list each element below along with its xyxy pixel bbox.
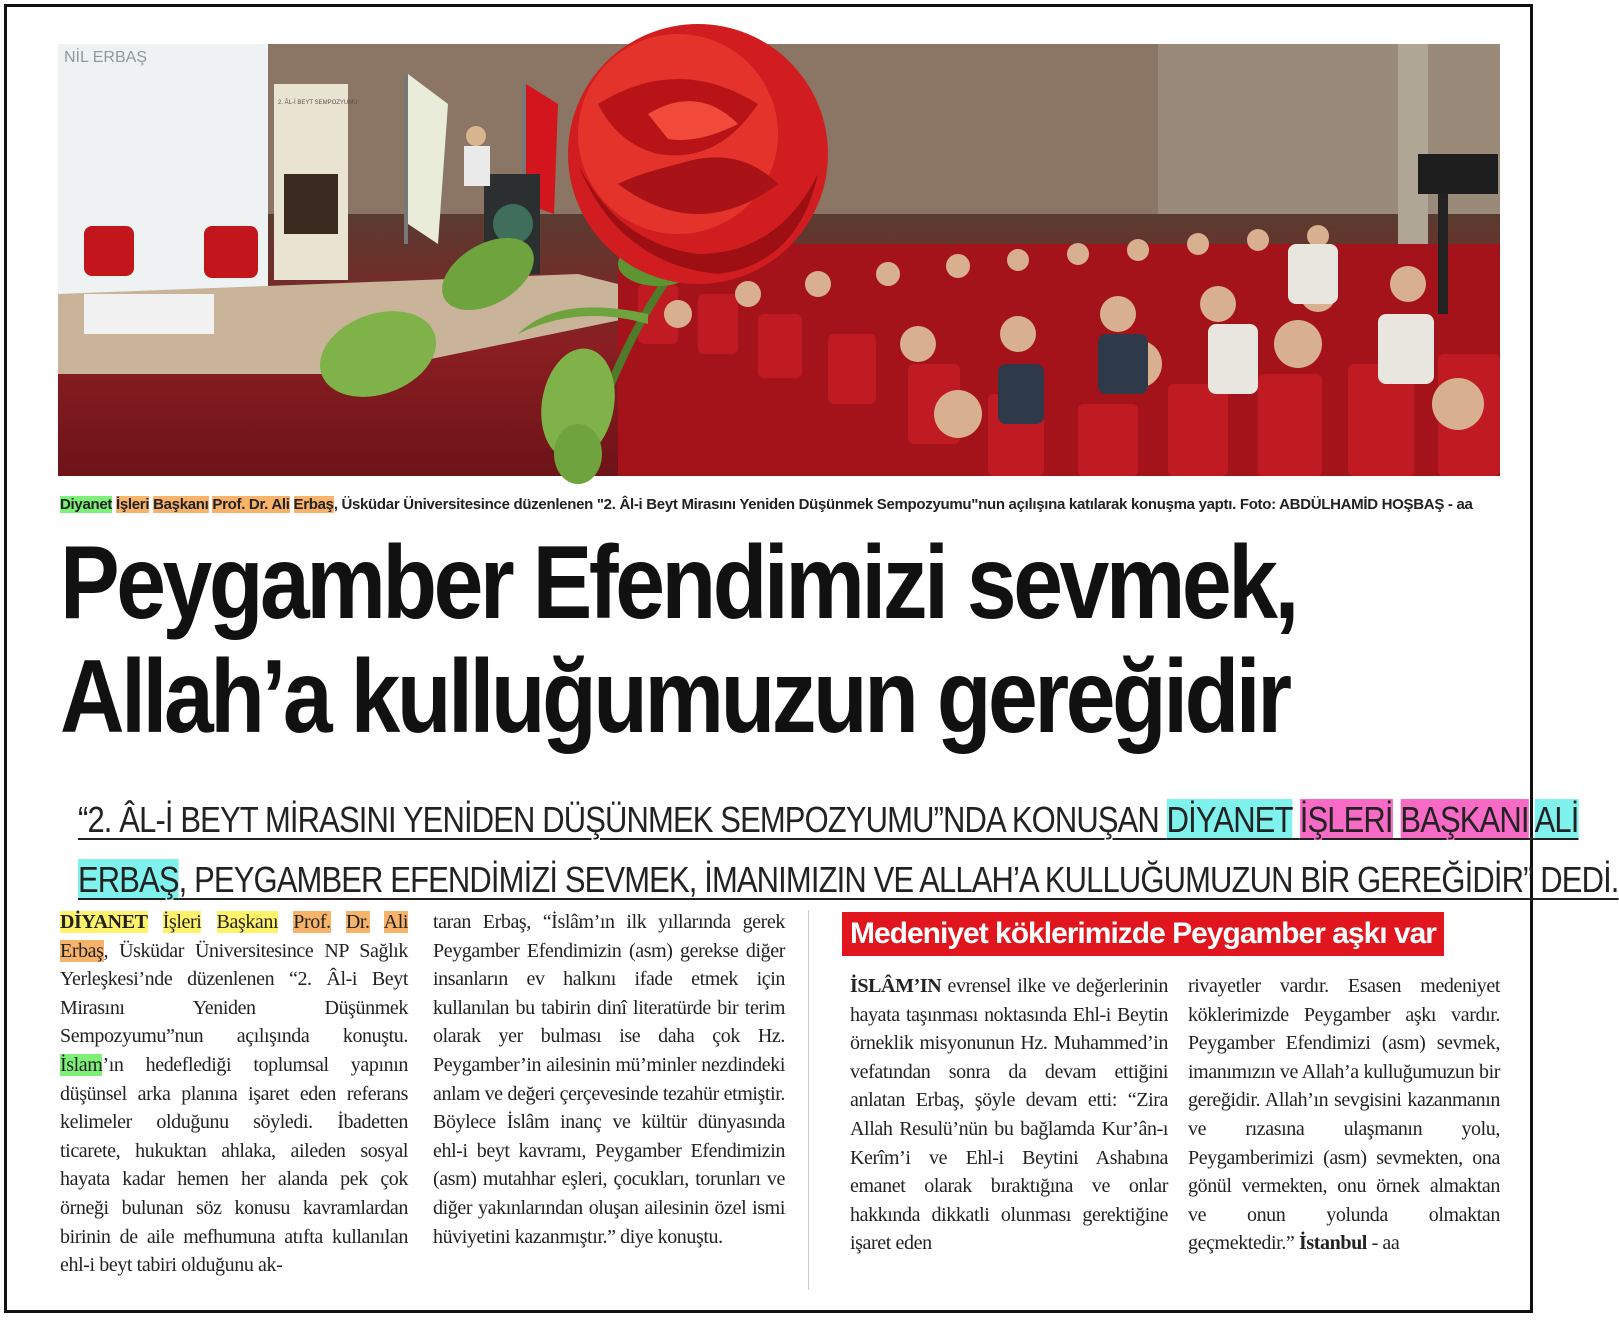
deck-baskani: BAŞKANI <box>1400 799 1529 840</box>
deck-line-2 <box>78 850 1619 910</box>
column-3-lead: İSLÂM’IN <box>850 975 942 997</box>
caption-isleri: İşleri <box>115 496 150 513</box>
headline-line-2: Allah’a kulluğumuzun gereğidir <box>60 639 1289 755</box>
dateline: İstanbul <box>1299 1232 1367 1255</box>
photo-caption <box>60 496 1500 513</box>
word-erbas: Erbaş <box>60 939 104 962</box>
deck-part-g: , PEYGAMBER EFENDİMİZİ SEVMEK, İMANIMIZIN VE ALLAH’A KULLUĞUMUZUN BİR GEREĞİDİR” DEDİ. <box>178 859 1619 900</box>
headline <box>60 526 1298 754</box>
caption-erbas: Erbaş <box>293 496 334 513</box>
column-1-part-1: , Üsküdar Üniversitesince NP Sağlık Yerleşkesi’nde düzenlenen “2. Âl-i Beyt Mirasını Yeniden Düşünmek Sempozyumu”nun açılışında konuştu. <box>60 939 408 1048</box>
column-3-body: evrensel ilke ve değerlerinin hayata taşınması noktasında Ehl-i Beytin örneklik misyonunun Hz. Muhammed’in vefatından sonra da devam ettiğini anlatan Erbaş, şöyle devam etti: “Zira Allah Resulü’nün bu bağlamda Kur’ân-ı Kerîm’i ve Ehl-i Beytini Ashabına emanet olarak bıraktığına ve onlar hakkında dikkatli olunması gerektiğine işaret eden <box>850 975 1168 1255</box>
article-column-4 <box>1188 972 1500 1258</box>
event-photo <box>58 44 1500 476</box>
photo-illustration <box>58 44 1500 476</box>
article-column-1 <box>60 908 408 1280</box>
column-2-text: taran Erbaş, “İslâm’ın ilk yıllarında gerek Peygamber Efendimizin (asm) gerekse diğer insanların ev halkını ifade etmek için kullanılan bu tabirin dinî literatürde bir terim olarak yer bulması ise daha çok Hz. Peygamber’in ailesinin mü’minler nezdindeki anlam ve değeri çerçevesinde tezahür etmiştir. Böylece İslâm inanç ve kültür dünyasında ehl-i beyt kavramı, Peygamber Efendimizin (asm) mutahhar eşleri, çocukları, torunları ve diğer yakınlarından oluşan ailesinin özel ismi hüviyetini kazanmıştır.” diye konuştu. <box>433 911 785 1248</box>
caption-prof-dr-ali: Prof. Dr. Ali <box>212 496 290 513</box>
deck-subtitle <box>78 790 1619 910</box>
article-column-2 <box>433 908 785 1251</box>
word-baskani: Başkanı <box>216 911 279 933</box>
deck-diyanet: DİYANET <box>1166 799 1292 840</box>
deck-ali: ALİ <box>1534 799 1579 840</box>
word-ali: Ali <box>383 911 409 933</box>
lead-diyanet: DİYANET <box>60 911 148 933</box>
column-1-part-2: ’ın hedeflediği toplumsal yapının düşünsel arka planına işaret eden referans kelimeler olduğunu söyledi. İbadetten ticarete, hukuktan ahlaka, aileden sosyal hayata kadar hemen her alanda pek çok örneği bulunan söz konusu kavramlardan birinin de aile mefhumuna atıfta kullanılan ehl-i beyt tabiri olduğunu ak- <box>60 1053 408 1277</box>
column-3-text <box>850 972 1168 1258</box>
deck-part-a: “2. ÂL-İ BEYT MİRASINI YENİDEN DÜŞÜNMEK SEMPOZYUMU”NDA KONUŞAN <box>78 799 1167 840</box>
word-islam: İslam <box>60 1053 103 1076</box>
agency-credit: - aa <box>1366 1232 1400 1255</box>
deck-erbas: ERBAŞ <box>78 859 179 900</box>
deck-isleri: İŞLERİ <box>1299 799 1393 840</box>
column-1-text <box>60 908 408 1280</box>
screen-text: NİL ERBAŞ <box>64 49 147 66</box>
word-isleri: İşleri <box>162 911 202 933</box>
column-4-text <box>1188 972 1500 1258</box>
headline-line-1: Peygamber Efendimizi sevmek, <box>60 525 1296 641</box>
caption-diyanet: Diyanet <box>60 496 113 513</box>
poster-text: 2. ÂL-İ BEYT SEMPOZYUMU <box>278 100 358 106</box>
column-divider <box>808 910 809 1290</box>
word-dr: Dr. <box>345 911 370 933</box>
word-prof: Prof. <box>293 911 331 933</box>
article-column-3 <box>850 972 1168 1258</box>
column-4-body: rivayetler vardır. Esasen medeniyet köklerimizde Peygamber aşkı vardır. Peygamber Efendimizi (asm) sevmek, imanımızın ve Allah’a kulluğumuzun bir gereğidir. Allah’ın sevgisini kazanmanın ve rızasına ulaşmanın yolu, Peygamberimizi (asm) sevmekten, ona gönül vermekten, onu örnek almaktan ve onun yolunda olmaktan geçmektedir.” <box>1188 975 1500 1255</box>
caption-rest: , Üsküdar Üniversitesince düzenlenen "2. Âl-i Beyt Mirasını Yeniden Düşünmek Sempozyumu"nun açılışına katılarak konuşma yaptı. Foto: ABDÜLHAMİD HOŞBAŞ - aa <box>333 496 1473 513</box>
caption-baskani: Başkanı <box>153 496 209 513</box>
section-subheading: Medeniyet köklerimizde Peygamber aşkı var <box>842 912 1444 956</box>
deck-line-1 <box>78 790 1579 850</box>
